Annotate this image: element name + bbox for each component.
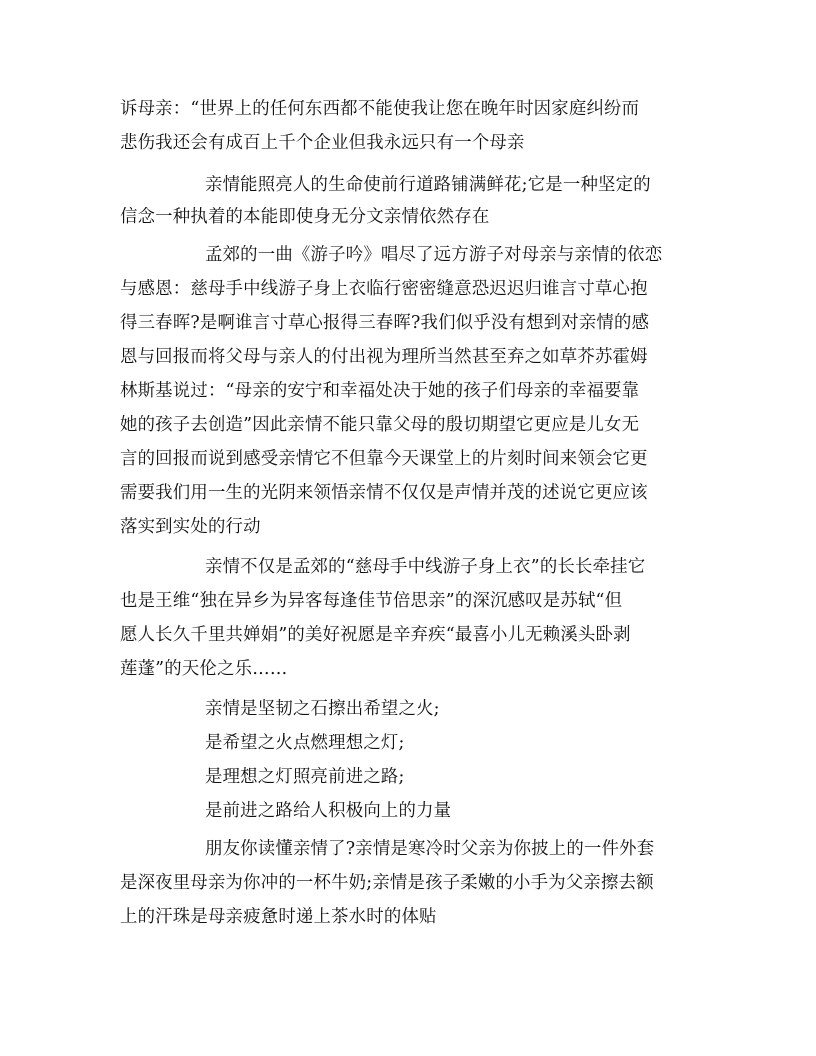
text-line: 她的孩子去创造”因此亲情不能只靠父母的殷切期望它更应是儿女无 [120, 415, 640, 435]
text-line: 林斯基说过：“母亲的安宁和幸福处决于她的孩子们母亲的幸福要靠 [120, 381, 640, 401]
verse-line: 亲情是坚韧之石擦出希望之火; [205, 699, 440, 719]
verse-line: 是希望之火点燃理想之灯; [205, 733, 405, 753]
text-line: 莲蓬”的天伦之乐…… [120, 659, 288, 679]
text-line: 得三春晖?是啊谁言寸草心报得三春晖?我们似乎没有想到对亲情的感 [120, 313, 650, 333]
text-line: 也是王维“独在异乡为异客每逢佳节倍思亲”的深沉感叹是苏轼“但 [120, 591, 623, 611]
paragraph-start-line: 亲情能照亮人的生命使前行道路铺满鲜花;它是一种坚定的 [205, 175, 651, 195]
text-line: 言的回报而说到感受亲情它不但靠今天课堂上的片刻时间来领会它更 [120, 449, 648, 469]
text-line: 需要我们用一生的光阴来领悟亲情不仅仅是声情并茂的述说它更应该 [120, 483, 648, 503]
text-line: 信念一种执着的本能即使身无分文亲情依然存在 [120, 207, 490, 227]
verse-line: 是理想之灯照亮前进之路; [205, 767, 405, 787]
paragraph-start-line: 亲情不仅是孟郊的“慈母手中线游子身上衣”的长长牵挂它 [205, 557, 646, 577]
text-line: 悲伤我还会有成百上千个企业但我永远只有一个母亲 [120, 133, 525, 153]
text-line: 落实到实处的行动 [120, 517, 261, 537]
text-line: 愿人长久千里共婵娟”的美好祝愿是辛弃疾“最喜小儿无赖溪头卧剥 [120, 625, 631, 645]
text-line: 恩与回报而将父母与亲人的付出视为理所当然甚至弃之如草芥苏霍姆 [120, 347, 648, 367]
verse-line: 是前进之路给人积极向上的力量 [205, 801, 452, 821]
paragraph-start-line: 孟郊的一曲《游子吟》唱尽了远方游子对母亲与亲情的依恋 [205, 245, 663, 265]
text-line: 与感恩：慈母手中线游子身上衣临行密密缝意恐迟迟归谁言寸草心抱 [120, 279, 648, 299]
text-line: 是深夜里母亲为你冲的一杯牛奶;亲情是孩子柔嫩的小手为父亲擦去额 [120, 873, 654, 893]
text-line: 上的汗珠是母亲疲惫时递上茶水时的体贴 [120, 907, 437, 927]
paragraph-start-line: 朋友你读懂亲情了?亲情是寒冷时父亲为你披上的一件外套 [205, 839, 655, 859]
text-line: 诉母亲：“世界上的任何东西都不能使我让您在晚年时因家庭纠纷而 [120, 99, 640, 119]
